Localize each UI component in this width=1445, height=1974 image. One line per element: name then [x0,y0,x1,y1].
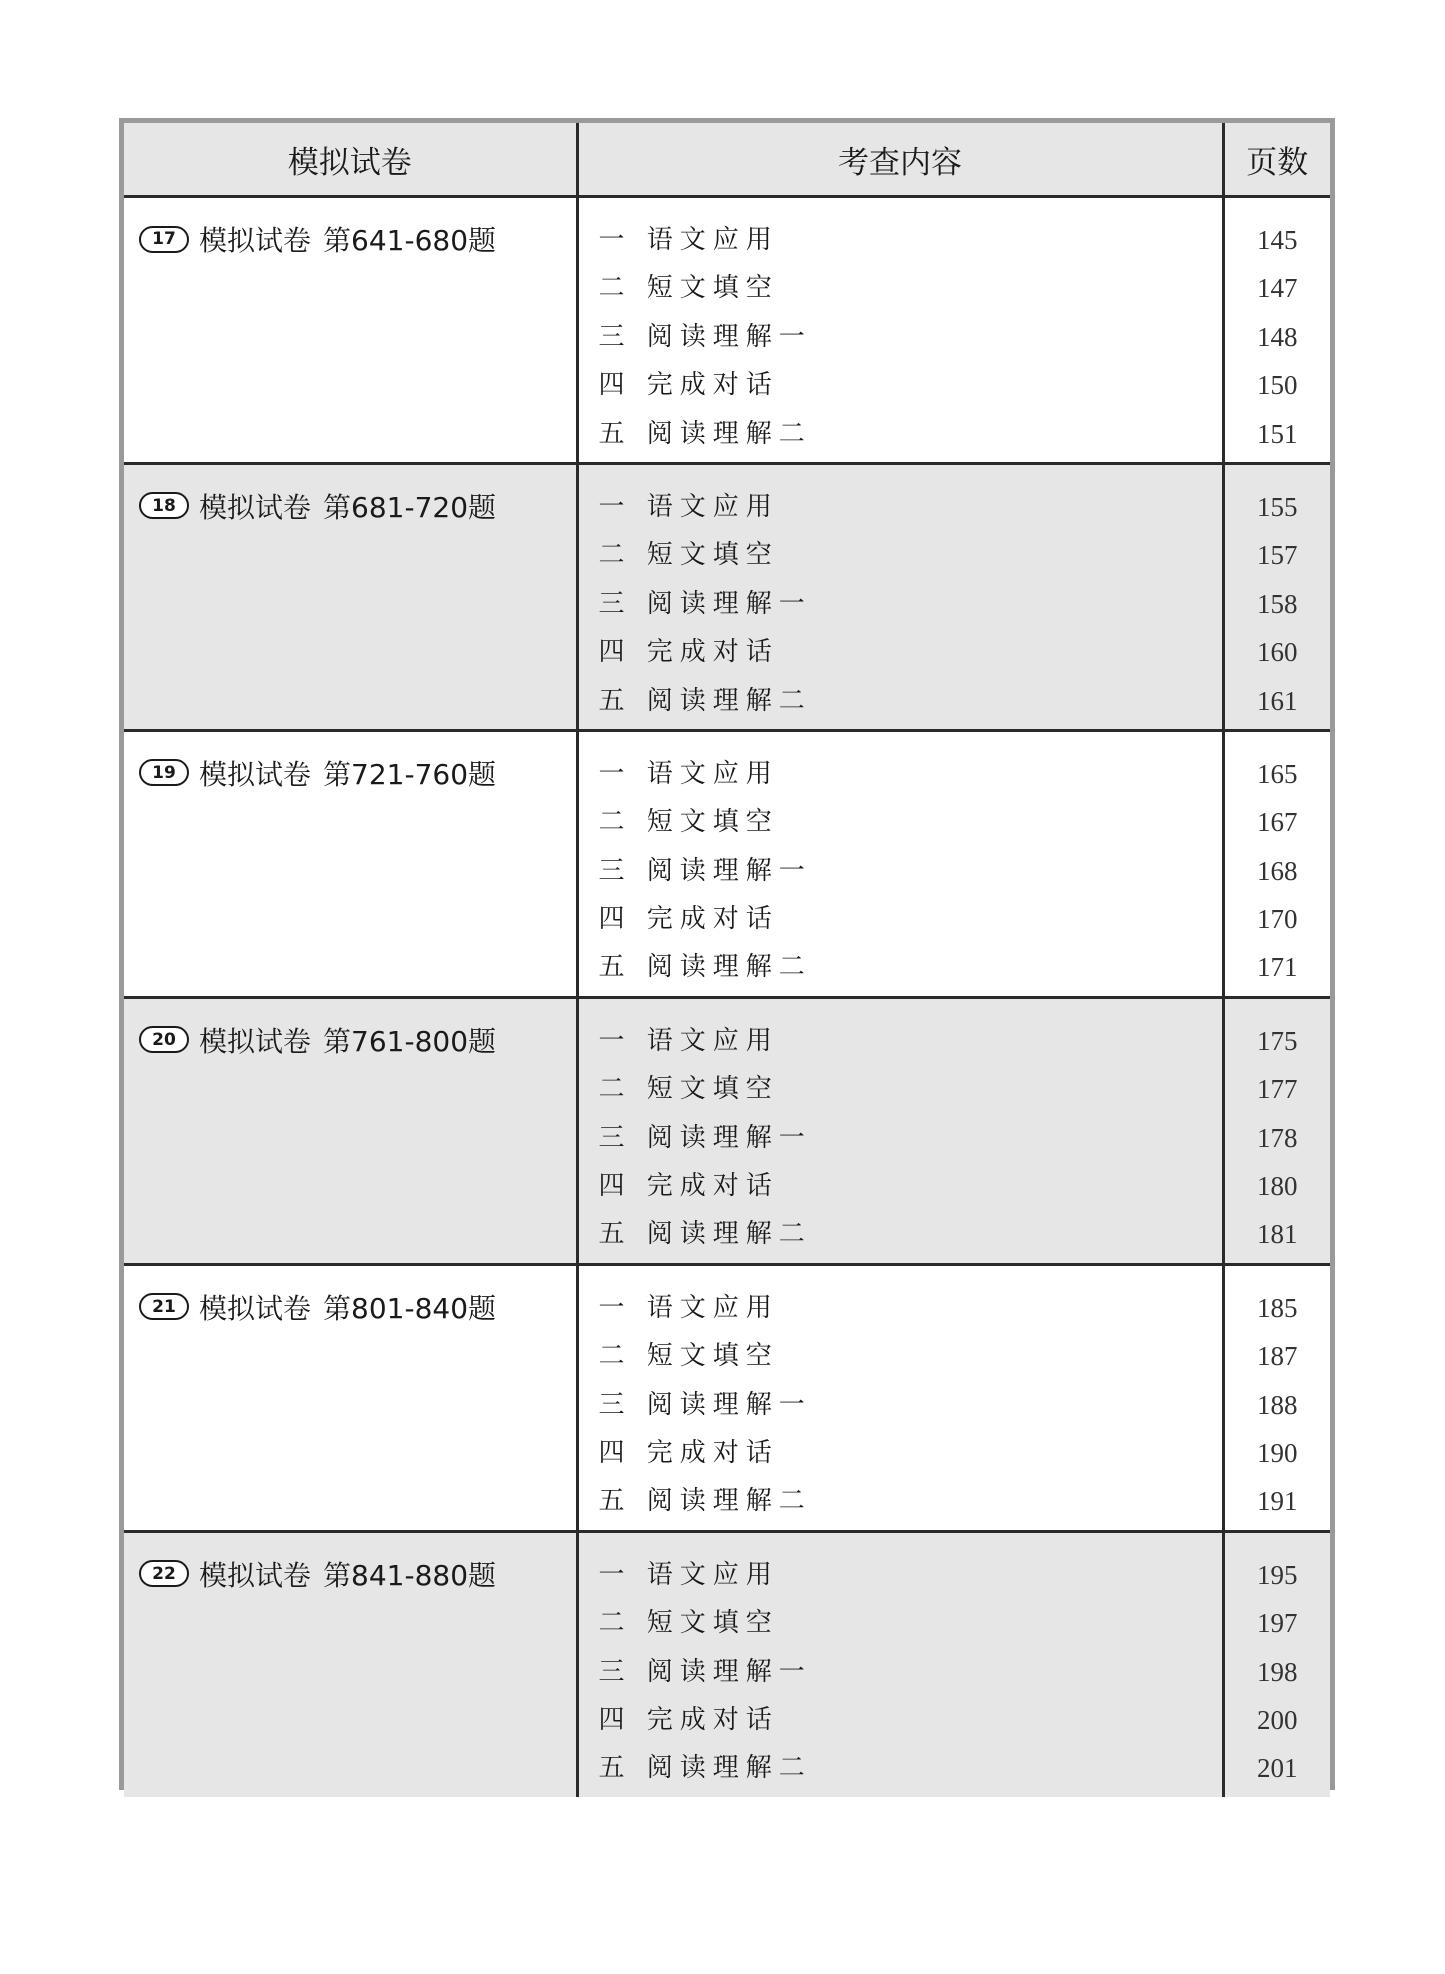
exam-label: 模拟试卷 [199,1024,312,1058]
content-item: 四 完成对话 [598,1437,779,1468]
exam-number-badge: 22 [139,1560,189,1587]
content-item: 三 阅读理解一 [598,1656,812,1687]
exam-label: 模拟试卷 [199,1291,312,1325]
content-item: 五 阅读理解二 [598,952,812,983]
pages-cell [1223,463,1330,730]
page-number: 157 [1257,540,1298,571]
header-row [124,123,1330,197]
page-number: 185 [1257,1292,1298,1323]
exam-title [124,1266,576,1327]
page-number: 148 [1257,321,1298,352]
exam-question-range: 第801-840题 [323,1291,497,1325]
content-item: 四 完成对话 [598,904,779,935]
exam-section-row [124,730,1330,997]
content-cell [577,730,1223,997]
page-number: 191 [1257,1486,1298,1517]
exam-title [124,999,576,1060]
content-cell [577,463,1223,730]
page-number: 188 [1257,1389,1298,1420]
exam-label: 模拟试卷 [199,490,312,524]
page-number: 195 [1257,1559,1298,1590]
exam-question-range: 第721-760题 [323,757,497,791]
exam-label: 模拟试卷 [199,757,312,791]
exam-number-badge: 20 [139,1026,189,1053]
exam-section-row [124,463,1330,730]
exam-label: 模拟试卷 [199,1558,312,1592]
exam-number-badge: 17 [139,226,189,253]
page-number: 190 [1257,1437,1298,1468]
content-item: 二 短文填空 [598,1341,779,1372]
page-number: 181 [1257,1219,1298,1250]
page-list [1225,999,1331,1263]
exam-section-row [124,1264,1330,1531]
toc-table [124,123,1330,1797]
content-item: 五 阅读理解二 [598,1486,812,1517]
page-number: 178 [1257,1122,1298,1153]
page-list [1225,1266,1331,1530]
page-number: 168 [1257,855,1298,886]
exam-question-range: 第841-880题 [323,1558,497,1592]
content-item: 四 完成对话 [598,1171,779,1202]
page-number: 158 [1257,588,1298,619]
page-number: 171 [1257,952,1298,983]
content-item: 五 阅读理解二 [598,418,812,449]
page-list [1225,198,1331,462]
content-item: 一 语文应用 [598,758,779,789]
content-item: 二 短文填空 [598,1074,779,1105]
page-number: 160 [1257,637,1298,668]
exam-cell [124,1531,577,1796]
content-cell [577,997,1223,1264]
page-number: 201 [1257,1753,1298,1784]
content-item: 五 阅读理解二 [598,1753,812,1784]
page-number: 167 [1257,807,1298,838]
page-list [1225,465,1331,729]
content-item: 三 阅读理解一 [598,588,812,619]
exam-title [124,465,576,526]
page-number: 200 [1257,1704,1298,1735]
content-item: 四 完成对话 [598,637,779,668]
exam-title [124,198,576,259]
content-list [579,1533,1222,1797]
content-item: 二 短文填空 [598,1608,779,1639]
exam-cell [124,997,577,1264]
exam-cell [124,197,577,464]
exam-cell [124,730,577,997]
content-item: 二 短文填空 [598,540,779,571]
content-cell [577,1264,1223,1531]
pages-cell [1223,197,1330,464]
content-list [579,1266,1222,1530]
exam-cell [124,1264,577,1531]
pages-cell [1223,997,1330,1264]
content-item: 三 阅读理解一 [598,321,812,352]
page-number: 187 [1257,1341,1298,1372]
page-number: 155 [1257,491,1298,522]
page-number: 147 [1257,273,1298,304]
exam-cell [124,463,577,730]
exam-number-badge: 19 [139,759,189,786]
page-number: 198 [1257,1656,1298,1687]
page-number: 175 [1257,1025,1298,1056]
page-list [1225,732,1331,996]
content-item: 三 阅读理解一 [598,855,812,886]
page-number: 180 [1257,1171,1298,1202]
exam-section-row [124,997,1330,1264]
exam-label: 模拟试卷 [199,224,312,257]
content-item: 二 短文填空 [598,807,779,838]
pages-cell [1223,1264,1330,1531]
exam-title [124,1533,576,1594]
page-number: 197 [1257,1608,1298,1639]
content-cell [577,1531,1223,1796]
content-list [579,198,1222,462]
content-item: 一 语文应用 [598,1559,779,1590]
exam-question-range: 第641-680题 [323,224,497,257]
exam-section-row [124,1531,1330,1796]
table-of-contents [119,118,1335,1790]
exam-question-range: 第681-720题 [323,490,497,524]
pages-cell [1223,730,1330,997]
pages-column-header: 页数 [1223,123,1330,197]
pages-cell [1223,1531,1330,1796]
content-item: 四 完成对话 [598,1704,779,1735]
exam-number-badge: 21 [139,1293,189,1320]
content-item: 一 语文应用 [598,1292,779,1323]
page-number: 170 [1257,904,1298,935]
exam-title [124,732,576,793]
page-number: 145 [1257,225,1298,255]
page-number: 177 [1257,1074,1298,1105]
content-item: 二 短文填空 [598,273,779,304]
content-list [579,465,1222,729]
content-item: 一 语文应用 [598,225,779,255]
content-column-header: 考查内容 [577,123,1223,197]
content-item: 三 阅读理解一 [598,1389,812,1420]
exam-column-header: 模拟试卷 [124,123,577,197]
page-list [1225,1533,1331,1797]
content-list [579,732,1222,996]
page-number: 151 [1257,418,1298,449]
page-number: 150 [1257,370,1298,401]
toc-body [124,197,1330,1797]
exam-question-range: 第761-800题 [323,1024,497,1058]
content-item: 四 完成对话 [598,370,779,401]
exam-section-row [124,197,1330,464]
page-number: 161 [1257,685,1298,716]
content-item: 一 语文应用 [598,1025,779,1056]
content-item: 五 阅读理解二 [598,1219,812,1250]
exam-number-badge: 18 [139,492,189,519]
content-item: 三 阅读理解一 [598,1122,812,1153]
content-cell [577,197,1223,464]
page-number: 165 [1257,758,1298,789]
content-item: 五 阅读理解二 [598,685,812,716]
toc-header [124,123,1330,197]
content-item: 一 语文应用 [598,491,779,522]
content-list [579,999,1222,1263]
